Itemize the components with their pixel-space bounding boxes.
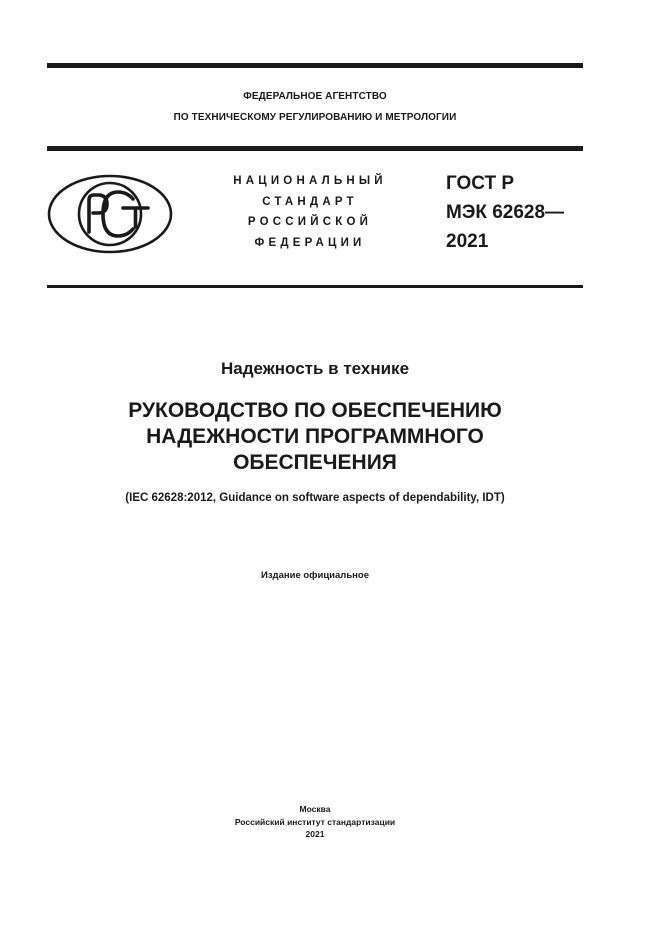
- standard-type-line-3: РОССИЙСКОЙ: [247, 216, 373, 228]
- edition-label: Издание официальное: [261, 570, 369, 581]
- standard-type: [200, 171, 420, 253]
- title-line-2: НАДЕЖНОСТИ ПРОГРАММНОГО: [146, 425, 484, 448]
- standard-type-line-2: СТАНДАРТ: [262, 195, 358, 208]
- page-title: [47, 398, 583, 476]
- imprint-city: Москва: [299, 804, 331, 814]
- standard-type-line-4: ФЕДЕРАЦИИ: [254, 236, 366, 249]
- standard-designation: [446, 169, 564, 256]
- standard-type-line-1: НАЦИОНАЛЬНЫЙ: [233, 175, 387, 187]
- imprint-publisher: Российский институт стандартизации: [234, 816, 396, 827]
- agency-line-2: ПО ТЕХНИЧЕСКОМУ РЕГУЛИРОВАНИЮ И МЕТРОЛОГИИ: [173, 112, 457, 123]
- title-line-3: ОБЕСПЕЧЕНИЯ: [233, 451, 397, 474]
- rst-emblem-icon: [47, 174, 173, 254]
- title-line-1: РУКОВОДСТВО ПО ОБЕСПЕЧЕНИЮ: [128, 399, 502, 422]
- source-reference: (IEC 62628:2012, Guidance on software aspects of dependability, IDT): [125, 492, 505, 504]
- imprint-year: 2021: [305, 829, 325, 839]
- agency-line-1: ФЕДЕРАЛЬНОЕ АГЕНТСТВО: [243, 91, 387, 102]
- top-rule: [47, 63, 583, 68]
- designation-line-2: МЭК 62628—: [446, 202, 565, 223]
- designation-line-3: 2021: [446, 231, 489, 252]
- subtitle: Надежность в технике: [220, 359, 410, 378]
- designation-line-1: ГОСТ Р: [446, 173, 515, 194]
- designation-rule: [47, 285, 583, 288]
- imprint: [47, 803, 583, 841]
- header-rule: [47, 146, 583, 151]
